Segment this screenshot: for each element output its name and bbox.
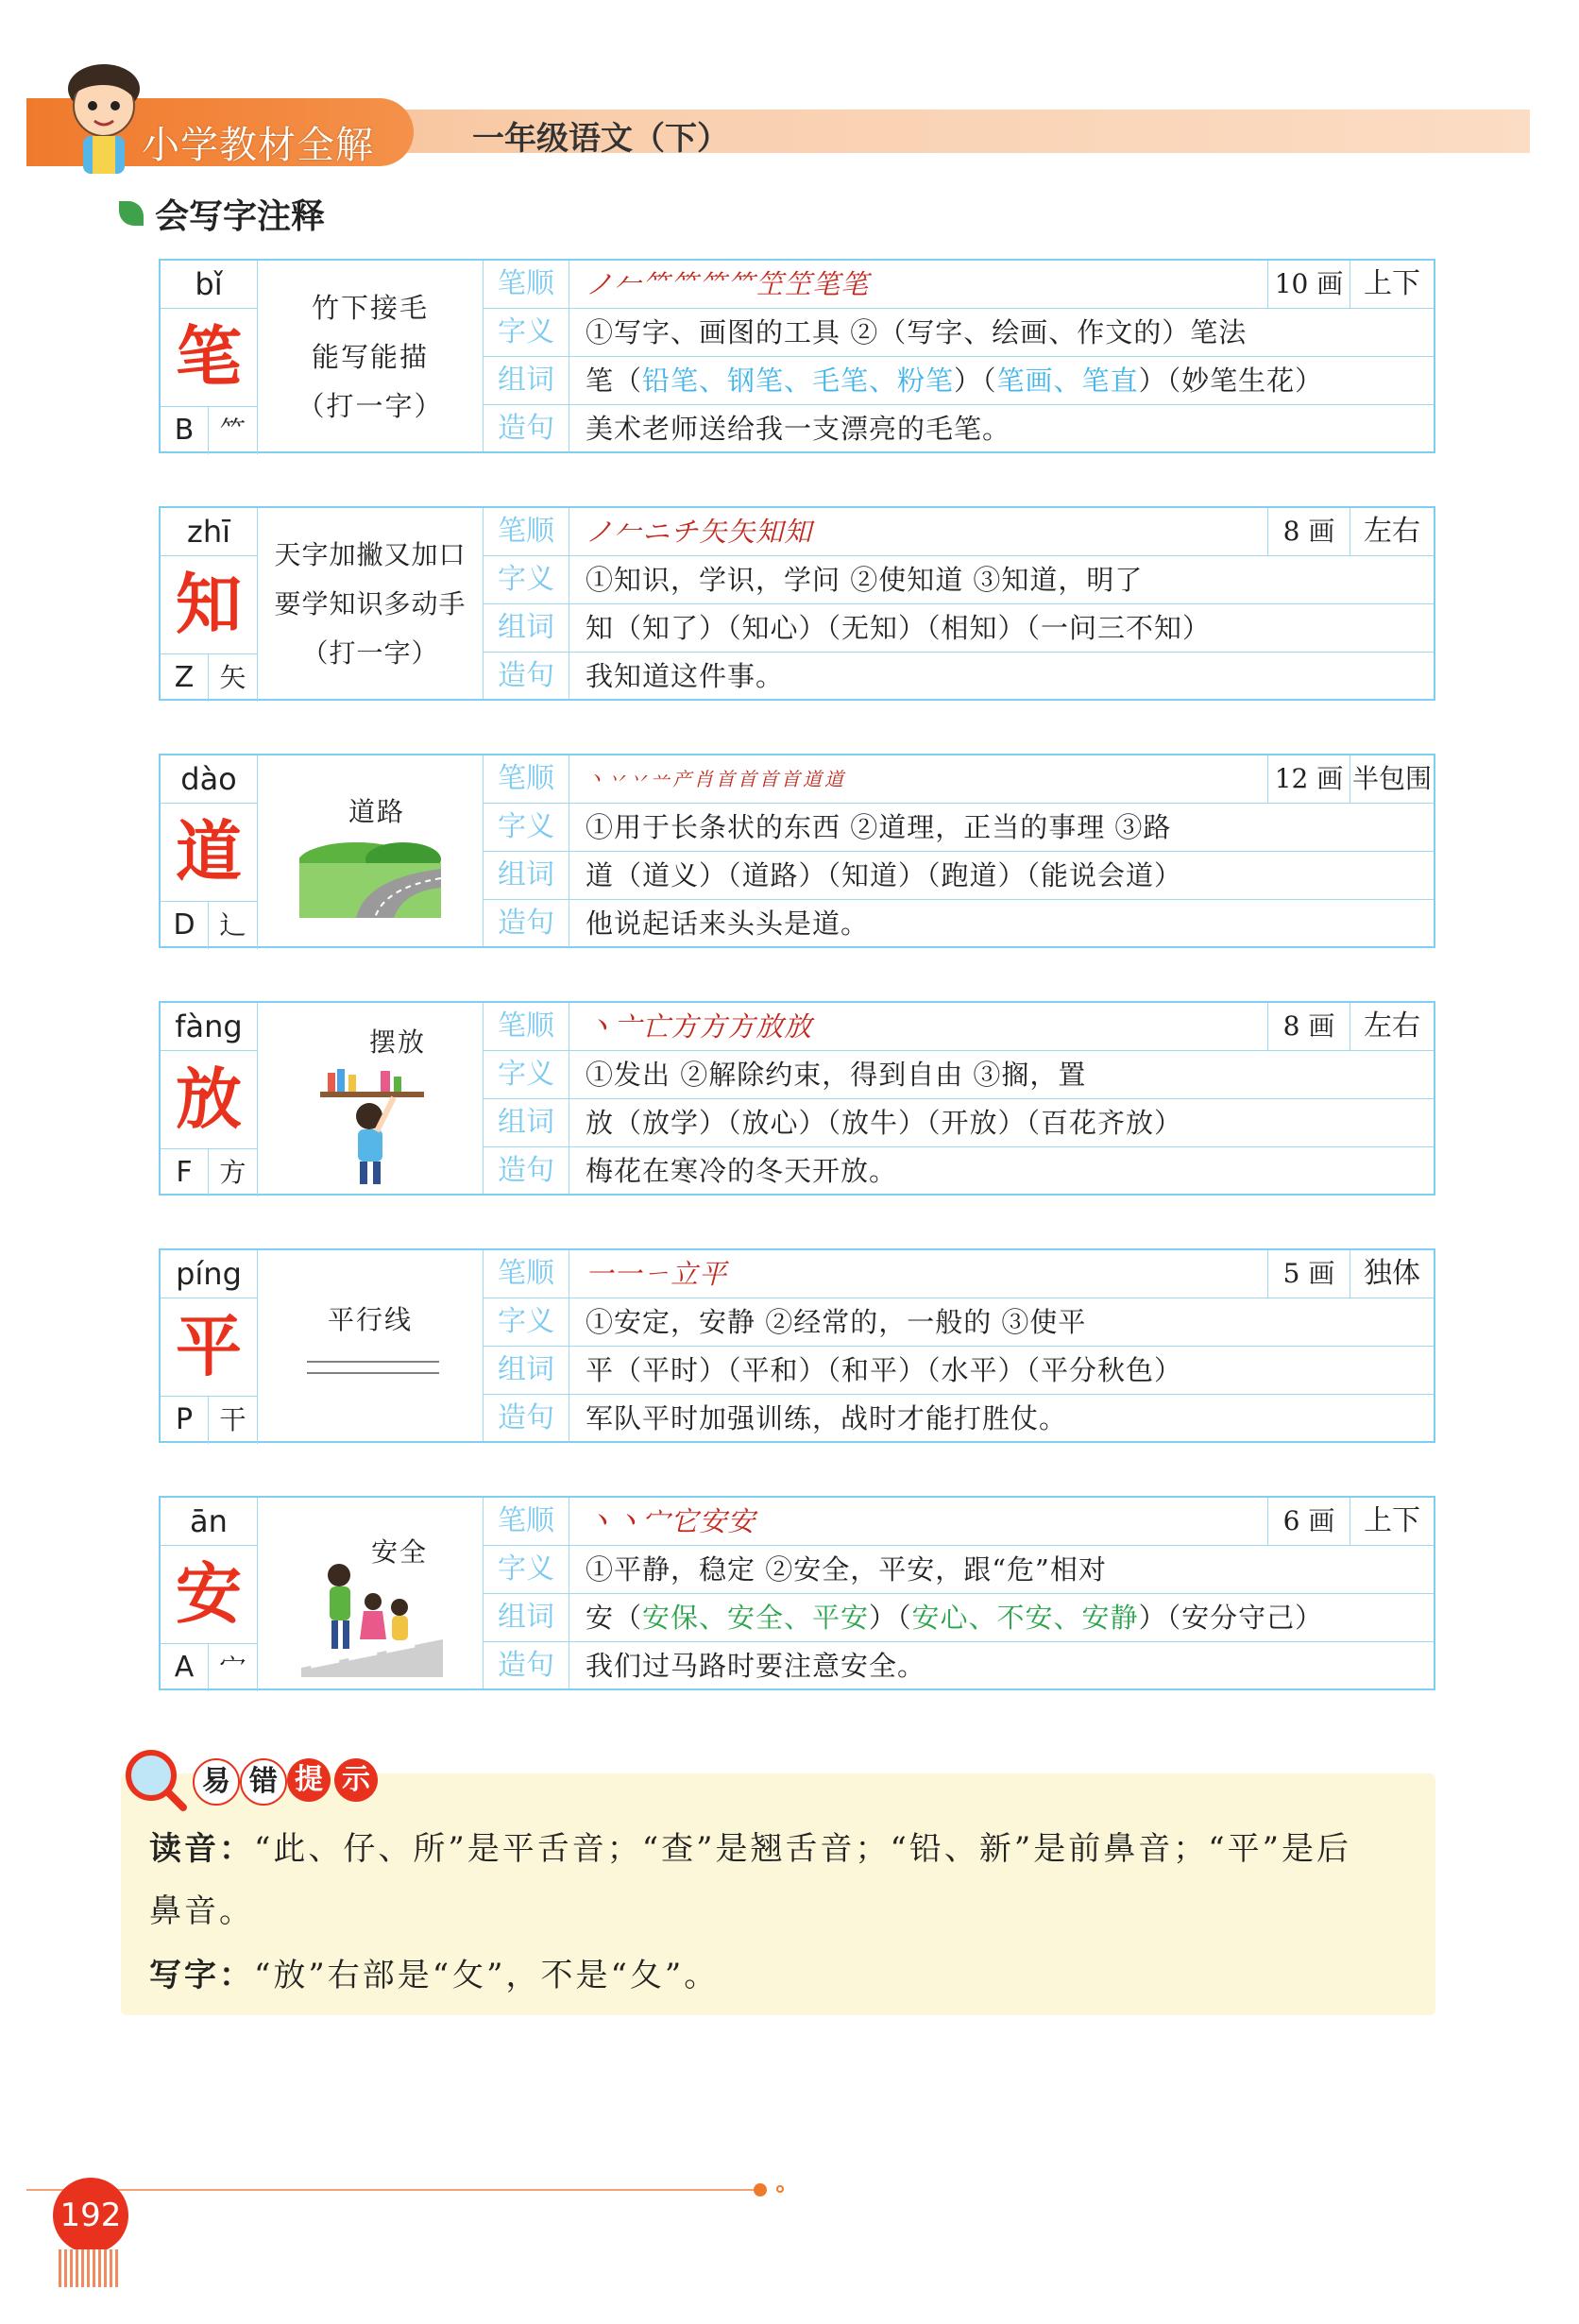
row-label: 笔顺 bbox=[484, 508, 569, 555]
stroke-step: 首 bbox=[716, 768, 738, 790]
pinyin: bǐ bbox=[161, 261, 258, 309]
riddle-line: （打一字） bbox=[301, 637, 439, 669]
picture-box bbox=[258, 1003, 484, 1194]
stroke-step: 丶 bbox=[586, 1010, 615, 1043]
stroke-step: 笁 bbox=[756, 268, 785, 300]
pinyin: fàng bbox=[161, 1003, 258, 1051]
stroke-step: 平 bbox=[699, 1258, 728, 1290]
stroke-step: 首 bbox=[781, 768, 803, 790]
stroke-step: 矢 bbox=[699, 516, 728, 548]
tip-badge: 示 bbox=[334, 1758, 378, 1802]
page-tab-stripes bbox=[59, 2249, 121, 2287]
picture-box bbox=[258, 1498, 484, 1688]
stroke-count: 8 画 bbox=[1267, 508, 1350, 555]
stroke-step: 宀 bbox=[642, 1505, 671, 1537]
meaning-text: ①平静，稳定 ②安全，平安，跟“危”相对 bbox=[586, 1553, 1107, 1586]
words-row bbox=[484, 357, 1434, 405]
radical: 干 bbox=[209, 1396, 258, 1444]
initial-letter: F bbox=[161, 1148, 209, 1196]
tip-reading-cont: 鼻音。 bbox=[149, 1892, 254, 1930]
stroke-step: 𠂉 bbox=[614, 516, 643, 548]
sentence-row bbox=[484, 1642, 1434, 1689]
stroke-step: 矢 bbox=[727, 516, 756, 548]
stroke-step: 丶 bbox=[586, 1505, 615, 1537]
pinyin: zhī bbox=[161, 508, 258, 556]
stroke-step: 首 bbox=[738, 768, 759, 790]
stroke-step: 亡 bbox=[642, 1010, 671, 1043]
stroke-step: 安 bbox=[699, 1505, 728, 1537]
stroke-step: 䒑 bbox=[651, 768, 672, 790]
meaning-text: ①安定，安静 ②经常的，一般的 ③使平 bbox=[586, 1306, 1087, 1338]
structure: 上下 bbox=[1364, 267, 1420, 300]
row-label: 组词 bbox=[484, 1594, 569, 1641]
character: 知 bbox=[161, 555, 258, 653]
stroke-order-row bbox=[484, 755, 1434, 804]
stroke-sequence bbox=[586, 755, 846, 803]
picture-box bbox=[258, 755, 484, 946]
picture-box bbox=[258, 1250, 484, 1441]
char-card-ping bbox=[159, 1248, 1435, 1443]
structure: 独体 bbox=[1364, 1257, 1420, 1290]
meaning-text: ①知识，学识，学问 ②使知道 ③知道，明了 bbox=[586, 564, 1144, 596]
child-shelf-illustration-icon bbox=[314, 1050, 428, 1190]
sentence-row bbox=[484, 405, 1434, 452]
pinyin: dào bbox=[161, 755, 258, 804]
structure: 上下 bbox=[1364, 1504, 1420, 1537]
stroke-order-row bbox=[484, 1250, 1434, 1298]
footer-dot-ring bbox=[776, 2185, 784, 2193]
riddle-box bbox=[258, 261, 484, 451]
char-card-dao bbox=[159, 754, 1435, 948]
sentence-row bbox=[484, 900, 1434, 947]
pinyin: ān bbox=[161, 1498, 258, 1546]
row-label: 笔顺 bbox=[484, 1003, 569, 1050]
stroke-step: ニ bbox=[642, 516, 671, 548]
stroke-step: ⺮ bbox=[727, 268, 756, 300]
sentence-text: 军队平时加强训练，战时才能打胜仗。 bbox=[586, 1402, 1068, 1434]
character: 笔 bbox=[161, 308, 258, 406]
riddle-box bbox=[258, 508, 484, 699]
stroke-step: 丷 bbox=[629, 768, 651, 790]
meaning-row bbox=[484, 556, 1434, 604]
row-label: 造句 bbox=[484, 653, 569, 700]
meaning-row bbox=[484, 309, 1434, 357]
sentence-text: 我们过马路时要注意安全。 bbox=[586, 1650, 926, 1682]
stroke-step: 方 bbox=[699, 1010, 728, 1043]
stroke-step: ㄧ bbox=[642, 1258, 671, 1290]
stroke-step: チ bbox=[671, 516, 700, 548]
page-number: 192 bbox=[53, 2178, 128, 2253]
stroke-step: 方 bbox=[671, 1010, 700, 1043]
row-label: 笔顺 bbox=[484, 1250, 569, 1298]
words-text: 安（安保、安全、平安）（安心、不安、安静）（安分守己） bbox=[586, 1602, 1324, 1634]
parallel-lines-icon bbox=[307, 1356, 439, 1379]
stroke-step: 道 bbox=[803, 768, 824, 790]
stroke-step: 它 bbox=[671, 1505, 700, 1537]
meaning-text: ①用于长条状的东西 ②道理，正当的事理 ③路 bbox=[586, 811, 1172, 843]
stroke-count: 8 画 bbox=[1267, 1003, 1350, 1050]
words-row bbox=[484, 1099, 1434, 1147]
words-row bbox=[484, 604, 1434, 653]
words-text: 知（知了）（知心）（无知）（相知）（一问三不知） bbox=[586, 612, 1212, 644]
row-label: 组词 bbox=[484, 1099, 569, 1146]
stroke-step: 放 bbox=[756, 1010, 785, 1043]
stroke-step: 亠 bbox=[614, 1010, 643, 1043]
picture-caption: 道路 bbox=[348, 796, 406, 827]
pinyin: píng bbox=[161, 1250, 258, 1298]
stroke-step: ノ bbox=[586, 516, 615, 548]
row-label: 字义 bbox=[484, 804, 569, 851]
stroke-step: 肖 bbox=[694, 768, 716, 790]
stroke-step: 立 bbox=[671, 1258, 700, 1290]
meaning-row bbox=[484, 1051, 1434, 1099]
words-row bbox=[484, 1594, 1434, 1642]
leaf-icon bbox=[119, 201, 144, 226]
row-label: 造句 bbox=[484, 1395, 569, 1442]
char-card-an bbox=[159, 1496, 1435, 1690]
stroke-step: 笁 bbox=[784, 268, 813, 300]
stroke-step: 𠂉 bbox=[614, 268, 643, 300]
row-label: 组词 bbox=[484, 604, 569, 652]
riddle-line: 要学知识多动手 bbox=[274, 588, 467, 619]
stroke-step: 方 bbox=[727, 1010, 756, 1043]
crossing-road-illustration-icon bbox=[301, 1554, 443, 1677]
row-label: 造句 bbox=[484, 405, 569, 452]
words-text: 放（放学）（放心）（放牛）（开放）（百花齐放） bbox=[586, 1107, 1183, 1139]
character: 放 bbox=[161, 1050, 258, 1148]
words-row bbox=[484, 1347, 1434, 1395]
stroke-step: 笔 bbox=[812, 268, 841, 300]
stroke-step: 丷 bbox=[607, 768, 629, 790]
row-label: 造句 bbox=[484, 900, 569, 947]
sentence-row bbox=[484, 1147, 1434, 1195]
tip-badge: 提 bbox=[287, 1758, 331, 1802]
meaning-row bbox=[484, 804, 1434, 852]
words-text: 笔（铅笔、钢笔、毛笔、粉笔）（笔画、笔直）（妙笔生花） bbox=[586, 365, 1324, 397]
words-text: 道（道义）（道路）（知道）（跑道）（能说会道） bbox=[586, 859, 1183, 891]
row-label: 组词 bbox=[484, 357, 569, 404]
words-text: 平（平时）（平和）（和平）（水平）（平分秋色） bbox=[586, 1354, 1183, 1386]
tip-badge: 易 bbox=[193, 1758, 240, 1806]
stroke-sequence bbox=[586, 1498, 756, 1545]
stroke-step: 知 bbox=[756, 516, 785, 548]
structure: 左右 bbox=[1364, 515, 1420, 548]
stroke-sequence bbox=[586, 1250, 727, 1298]
character: 平 bbox=[161, 1298, 258, 1396]
initial-letter: Z bbox=[161, 653, 209, 702]
row-label: 笔顺 bbox=[484, 755, 569, 803]
stroke-step: 一 bbox=[586, 1258, 615, 1290]
initial-letter: P bbox=[161, 1396, 209, 1444]
character: 安 bbox=[161, 1545, 258, 1643]
stroke-step: 道 bbox=[824, 768, 846, 790]
radical: 宀 bbox=[209, 1643, 258, 1691]
picture-caption: 摆放 bbox=[369, 1026, 427, 1058]
footer-dot bbox=[754, 2183, 767, 2197]
stroke-step: 首 bbox=[759, 768, 781, 790]
stroke-count: 5 画 bbox=[1267, 1250, 1350, 1298]
char-card-zhi bbox=[159, 506, 1435, 701]
structure: 左右 bbox=[1364, 1009, 1420, 1043]
stroke-step: ⺮ bbox=[699, 268, 728, 300]
footer-line bbox=[26, 2189, 763, 2191]
stroke-order-row bbox=[484, 1003, 1434, 1051]
row-label: 造句 bbox=[484, 1147, 569, 1195]
stroke-sequence bbox=[586, 261, 869, 308]
stroke-step: ⺮ bbox=[642, 268, 671, 300]
row-label: 字义 bbox=[484, 1298, 569, 1346]
sentence-row bbox=[484, 1395, 1434, 1442]
row-label: 造句 bbox=[484, 1642, 569, 1689]
sentence-text: 梅花在寒冷的冬天开放。 bbox=[586, 1155, 898, 1187]
riddle-line: （打一字） bbox=[297, 390, 444, 422]
road-illustration-icon bbox=[299, 831, 441, 918]
section-title-text: 会写字注释 bbox=[155, 196, 326, 236]
stroke-sequence bbox=[586, 1003, 812, 1050]
riddle-line: 竹下接毛 bbox=[311, 292, 429, 324]
row-label: 字义 bbox=[484, 556, 569, 603]
meaning-text: ①写字、画图的工具 ②（写字、绘画、作文的）笔法 bbox=[586, 316, 1248, 348]
picture-caption: 平行线 bbox=[328, 1304, 414, 1335]
stroke-step: 知 bbox=[784, 516, 813, 548]
words-row bbox=[484, 852, 1434, 900]
initial-letter: A bbox=[161, 1643, 209, 1691]
row-label: 字义 bbox=[484, 1546, 569, 1593]
row-label: 组词 bbox=[484, 1347, 569, 1394]
row-label: 字义 bbox=[484, 309, 569, 356]
tip-badge: 错 bbox=[240, 1758, 287, 1806]
char-card-fang bbox=[159, 1001, 1435, 1196]
char-card-bi bbox=[159, 259, 1435, 453]
riddle-line: 天字加撇又加口 bbox=[274, 539, 467, 570]
meaning-text: ①发出 ②解除约束，得到自由 ③搁，置 bbox=[586, 1059, 1087, 1091]
stroke-step: 安 bbox=[727, 1505, 756, 1537]
book-title: 一年级语文（下） bbox=[472, 120, 729, 158]
meaning-row bbox=[484, 1546, 1434, 1594]
radical: 方 bbox=[209, 1148, 258, 1196]
stroke-step: 放 bbox=[784, 1010, 813, 1043]
stroke-step: 丶 bbox=[614, 1505, 643, 1537]
stroke-sequence bbox=[586, 508, 812, 555]
row-label: 笔顺 bbox=[484, 261, 569, 308]
radical: 矢 bbox=[209, 653, 258, 702]
structure: 半包围 bbox=[1351, 763, 1432, 794]
stroke-step: 一 bbox=[614, 1258, 643, 1290]
sentence-row bbox=[484, 653, 1434, 700]
tip-reading: 读音：“此、仔、所”是平舌音；“查”是翘舌音；“铅、新”是前鼻音；“平”是后 bbox=[149, 1830, 1352, 1868]
radical: ⺮ bbox=[209, 406, 258, 454]
stroke-step: 丶 bbox=[586, 768, 607, 790]
sentence-text: 他说起话来头头是道。 bbox=[586, 908, 870, 940]
magnifier-icon bbox=[121, 1745, 187, 1811]
stroke-count: 6 画 bbox=[1267, 1498, 1350, 1545]
brand-title: 小学教材全解 bbox=[142, 124, 374, 167]
riddle-line: 能写能描 bbox=[311, 341, 429, 373]
stroke-order-row bbox=[484, 261, 1434, 309]
sentence-text: 我知道这件事。 bbox=[586, 660, 785, 692]
picture-caption: 安全 bbox=[371, 1536, 429, 1568]
meaning-row bbox=[484, 1298, 1434, 1347]
character: 道 bbox=[161, 803, 258, 901]
stroke-order-row bbox=[484, 1498, 1434, 1546]
stroke-step: 产 bbox=[672, 768, 694, 790]
stroke-order-row bbox=[484, 508, 1434, 556]
section-title bbox=[119, 193, 325, 234]
stroke-count: 10 画 bbox=[1267, 261, 1350, 308]
tip-writing: 写字：“放”右部是“攵”，不是“夂”。 bbox=[149, 1957, 720, 1994]
row-label: 笔顺 bbox=[484, 1498, 569, 1545]
stroke-count: 12 画 bbox=[1267, 755, 1350, 803]
initial-letter: B bbox=[161, 406, 209, 454]
initial-letter: D bbox=[161, 901, 209, 949]
sentence-text: 美术老师送给我一支漂亮的毛笔。 bbox=[586, 413, 1011, 445]
row-label: 字义 bbox=[484, 1051, 569, 1098]
radical: 辶 bbox=[209, 901, 258, 949]
stroke-step: ノ bbox=[586, 268, 615, 300]
stroke-step: 笔 bbox=[840, 268, 870, 300]
row-label: 组词 bbox=[484, 852, 569, 899]
stroke-step: ⺮ bbox=[671, 268, 700, 300]
